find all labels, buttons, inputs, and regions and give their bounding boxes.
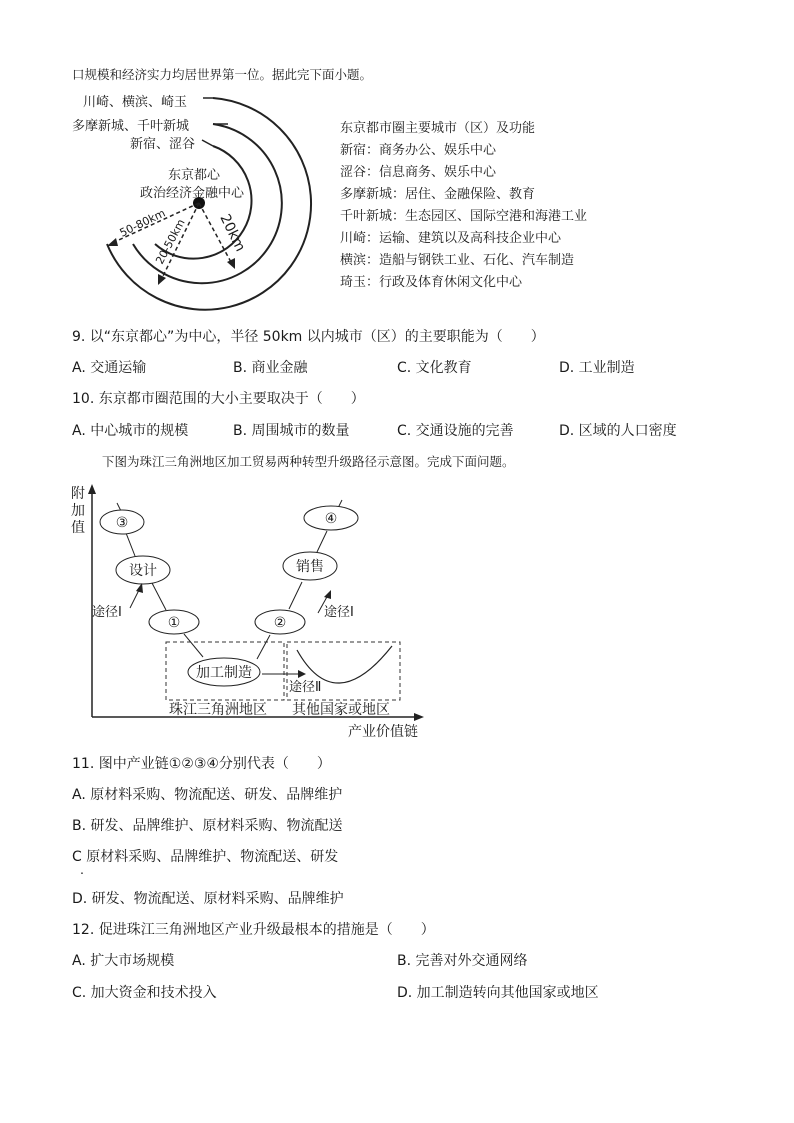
q10-option-b[interactable]: B. 周围城市的数量 bbox=[233, 423, 350, 439]
dist-label-20-50: 20-50km bbox=[153, 216, 188, 267]
legend-item: 川崎：运输、建筑以及高科技企业中心 bbox=[340, 231, 562, 246]
path-2-curve bbox=[297, 646, 392, 683]
ring-label-outer: 川崎、横滨、崎玉 bbox=[83, 95, 188, 110]
dist-label-20: 20km bbox=[216, 211, 249, 255]
ring-label-inner: 新宿、涩谷 bbox=[130, 137, 196, 152]
q9-option-c[interactable]: C. 文化教育 bbox=[397, 360, 472, 376]
legend-item: 千叶新城：生态园区、国际空港和海港工业 bbox=[340, 209, 588, 224]
x-axis-label: 产业价值链 bbox=[348, 724, 418, 740]
node-processing-label: 加工制造 bbox=[196, 665, 252, 681]
node-3-label: ③ bbox=[115, 515, 129, 531]
q9-option-a[interactable]: A. 交通运输 bbox=[72, 360, 147, 376]
question-11-stem: 11. 图中产业链①②③④分别代表（ ） bbox=[72, 756, 331, 772]
center-label-line2: 政治经济金融中心 bbox=[140, 186, 245, 201]
path-2-label: 途径Ⅱ bbox=[289, 680, 322, 695]
path-1-left-label: 途径Ⅰ bbox=[92, 605, 122, 620]
legend-item: 新宿：商务办公、娱乐中心 bbox=[340, 143, 497, 158]
q12-option-d[interactable]: D. 加工制造转向其他国家或地区 bbox=[397, 985, 599, 1001]
q12-option-a[interactable]: A. 扩大市场规模 bbox=[72, 953, 175, 969]
stray-dot: . bbox=[80, 862, 84, 877]
legend-item: 横滨：造船与钢铁工业、石化、汽车制造 bbox=[340, 253, 575, 268]
legend-item: 琦玉：行政及体育休闲文化中心 bbox=[340, 275, 523, 290]
value-chain-diagram bbox=[0, 470, 794, 770]
y-axis-char-1: 附 bbox=[71, 486, 85, 502]
legend-title: 东京都市圈主要城市（区）及功能 bbox=[340, 121, 536, 136]
region-label-right: 其他国家或地区 bbox=[292, 702, 390, 718]
node-design-label: 设计 bbox=[129, 563, 157, 579]
legend-item: 多摩新城：居住、金融保险、教育 bbox=[340, 187, 536, 202]
question-9-stem: 9. 以“东京都心”为中心，半径 50km 以内城市（区）的主要职能为（ ） bbox=[72, 329, 545, 345]
q9-option-b[interactable]: B. 商业金融 bbox=[233, 360, 308, 376]
intro-text: 口规模和经济实力均居世界第一位。据此完下面小题。 bbox=[72, 67, 373, 82]
q12-option-c[interactable]: C. 加大资金和技术投入 bbox=[72, 985, 217, 1001]
q10-option-a[interactable]: A. 中心城市的规模 bbox=[72, 423, 189, 439]
node-2-label: ② bbox=[273, 615, 287, 631]
q10-option-d[interactable]: D. 区域的人口密度 bbox=[559, 423, 677, 439]
region-label-left: 珠江三角洲地区 bbox=[169, 702, 267, 718]
question-10-stem: 10. 东京都市圈范围的大小主要取决于（ ） bbox=[72, 391, 365, 407]
ring-label-middle: 多摩新城、千叶新城 bbox=[72, 119, 190, 134]
y-axis-char-3: 值 bbox=[71, 520, 85, 536]
node-4-label: ④ bbox=[324, 511, 338, 527]
question-12-stem: 12. 促进珠江三角洲地区产业升级最根本的措施是（ ） bbox=[72, 922, 435, 938]
node-1-label: ① bbox=[167, 615, 181, 631]
q11-option-c[interactable]: C 原材料采购、品牌维护、物流配送、研发 bbox=[72, 849, 339, 865]
intro-text-2: 下图为珠江三角洲地区加工贸易两种转型升级路径示意图。完成下面问题。 bbox=[102, 454, 515, 469]
node-sales-label: 销售 bbox=[296, 559, 324, 575]
q11-option-d[interactable]: D. 研发、物流配送、原材料采购、品牌维护 bbox=[72, 891, 344, 907]
q9-option-d[interactable]: D. 工业制造 bbox=[559, 360, 635, 376]
q10-option-c[interactable]: C. 交通设施的完善 bbox=[397, 423, 514, 439]
dist-label-50-80: 50-80km bbox=[117, 206, 168, 240]
path-1-right-label: 途径Ⅰ bbox=[324, 605, 354, 620]
q11-option-a[interactable]: A. 原材料采购、物流配送、研发、品牌维护 bbox=[72, 787, 343, 803]
center-label-line1: 东京都心 bbox=[168, 168, 221, 183]
y-axis-char-2: 加 bbox=[71, 503, 85, 519]
q11-option-b[interactable]: B. 研发、品牌维护、原材料采购、物流配送 bbox=[72, 818, 343, 834]
legend-item: 涩谷：信息商务、娱乐中心 bbox=[340, 165, 497, 180]
q12-option-b[interactable]: B. 完善对外交通网络 bbox=[397, 953, 528, 969]
